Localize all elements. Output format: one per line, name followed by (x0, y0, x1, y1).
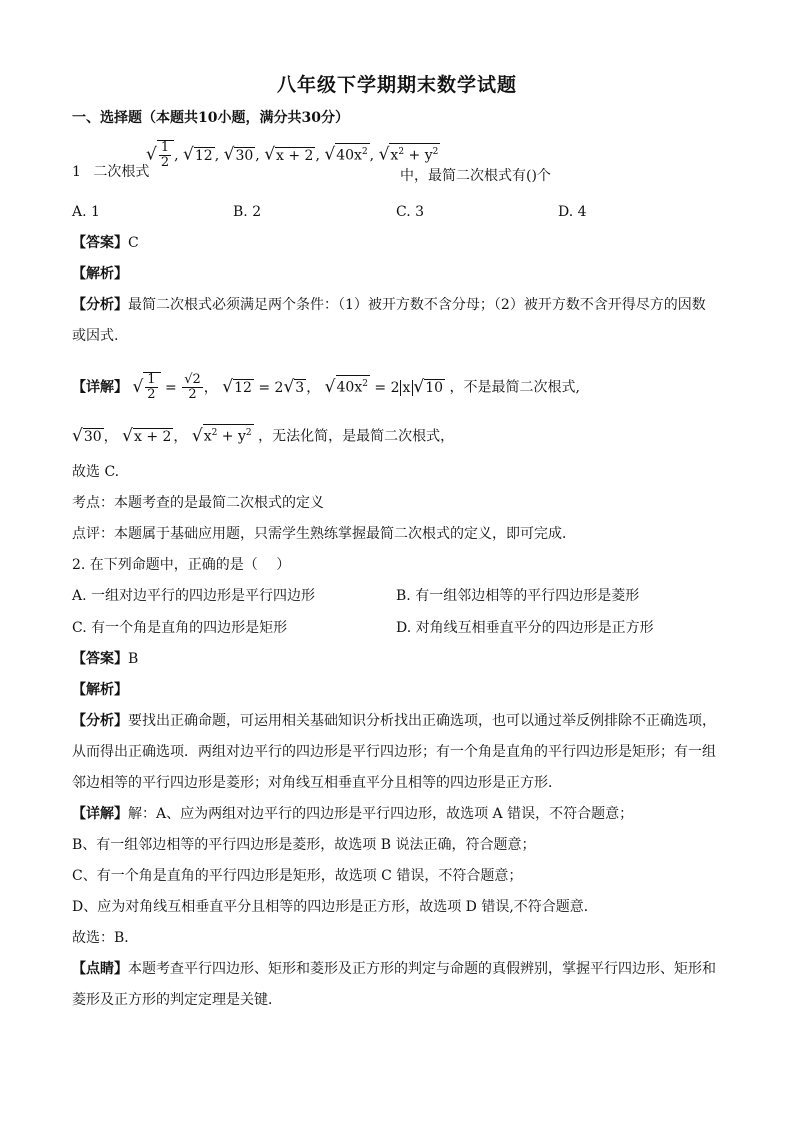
fenxi-text: 要找出正确命题，可运用相关基础知识分析找出正确选项，也可以通过举反例排除不正确选项， (128, 713, 716, 729)
q1-answer (72, 233, 139, 253)
q1-fenxi-line2: 或因式. (72, 328, 119, 344)
q2-answer (72, 649, 138, 669)
q2-option-c: C. 有一个角是直角的四边形是矩形 (72, 620, 288, 636)
fenxi-tag: 【分析】 (72, 297, 128, 313)
q2-xiangjie-line2: B、有一组邻边相等的平行四边形是菱形，故选项 B 说法正确，符合题意； (72, 837, 536, 853)
q2-xiangjie-line4: D、应为对角线互相垂直平分且相等的四边形是正方形，故选项 D 错误,不符合题意． (72, 899, 598, 915)
q1-fenxi-line1 (72, 295, 706, 315)
xiangjie-line1-tail: ，不是最简二次根式, (449, 379, 580, 396)
dianjing-text: 本题考查平行四边形、矩形和菱形及正方形的判定与命题的真假辨别，掌握平行四边形、矩形和 (128, 961, 716, 977)
q2-option-d: D. 对角线互相垂直平分的四边形是正方形 (396, 620, 654, 636)
q1-xiangjie-line1 (72, 372, 580, 402)
section-heading: 一、选择题（本题共10小题，满分共30分） (72, 110, 349, 126)
q1-number: 1 (72, 164, 81, 180)
q2-option-b: B. 有一组邻边相等的平行四边形是菱形 (396, 588, 640, 604)
q2-analysis-tag: 【解析】 (72, 682, 128, 698)
q2-conclusion: 故选：B． (72, 930, 139, 946)
answer-value: B (128, 651, 139, 667)
q2-dianjing-line1 (72, 959, 716, 979)
q2-xiangjie-line1 (72, 804, 633, 824)
xiangjie-tag: 【详解】 (72, 379, 128, 396)
q2-dianjing-line2: 菱形及正方形的判定定理是关键． (72, 992, 282, 1008)
q1-option-d: D. 4 (558, 204, 587, 220)
q1-suffix: 中，最简二次根式有()个 (400, 168, 551, 184)
answer-tag: 【答案】 (72, 651, 128, 667)
xiangjie-math-1: √ $\frac{1}{2}$ = $\frac{√2}{2}$ ， √12 = 2√3 ， $√40x^2 = 2$ x √10 (132, 372, 444, 402)
q2-fenxi-line2: 从而得出正确选项．两组对边平行的四边形是平行四边形；有一个角是直角的平行四边形是矩形；有一组 (72, 744, 716, 760)
q1-option-a: A. 1 (72, 204, 100, 220)
page-title: 八年级下学期期末数学试题 (276, 74, 517, 96)
q2-xiangjie-line3: C、有一个角是直角的平行四边形是矩形，故选项 C 错误，不符合题意； (72, 868, 523, 884)
q1-kaodian: 考点：本题考查的是最简二次根式的定义 (72, 495, 324, 511)
fenxi-text: 最简二次根式必须满足两个条件：（1）被开方数不含分母；（2）被开方数不含开得尽方的因数 (128, 297, 706, 313)
q2-stem: 2. 在下列命题中，正确的是（ ） (72, 557, 291, 573)
q1-option-c: C. 3 (396, 204, 425, 220)
fenxi-tag: 【分析】 (72, 713, 128, 729)
answer-value: C (128, 235, 139, 251)
q2-fenxi-line3: 邻边相等的平行四边形是菱形；对角线互相垂直平分且相等的四边形是正方形． (72, 775, 562, 791)
q1-dianping: 点评：本题属于基础应用题，只需学生熟练掌握最简二次根式的定义，即可完成． (72, 526, 576, 542)
xiangjie-tag: 【详解】 (72, 806, 128, 822)
q1-analysis-tag: 【解析】 (72, 266, 128, 282)
q1-radicals: √ $\frac{1}{2}$ , √12 , √30 , √x + 2 , $√40x^2$ , $√x^2 + y^2$ (146, 140, 439, 170)
q1-xiangjie-line2 (72, 424, 454, 447)
q2-fenxi-line1 (72, 711, 716, 731)
xiangjie-math-2: √30 ， √x + 2 ， $√x^2 + y^2$ (72, 425, 252, 446)
q1-prefix: 二次根式 (93, 164, 150, 180)
dianjing-tag: 【点睛】 (72, 961, 128, 977)
xiangjie-line2-tail: ，无法化简，是最简二次根式， (258, 428, 455, 445)
xiangjie-text: 解：A、应为两组对边平行的四边形是平行四边形，故选项 A 错误，不符合题意； (128, 806, 634, 822)
q2-option-a: A. 一组对边平行的四边形是平行四边形 (72, 588, 316, 604)
q1-option-b: B. 2 (233, 204, 262, 220)
q1-conclusion: 故选 C. (72, 464, 120, 480)
answer-tag: 【答案】 (72, 235, 128, 251)
q1-stem (72, 162, 149, 182)
